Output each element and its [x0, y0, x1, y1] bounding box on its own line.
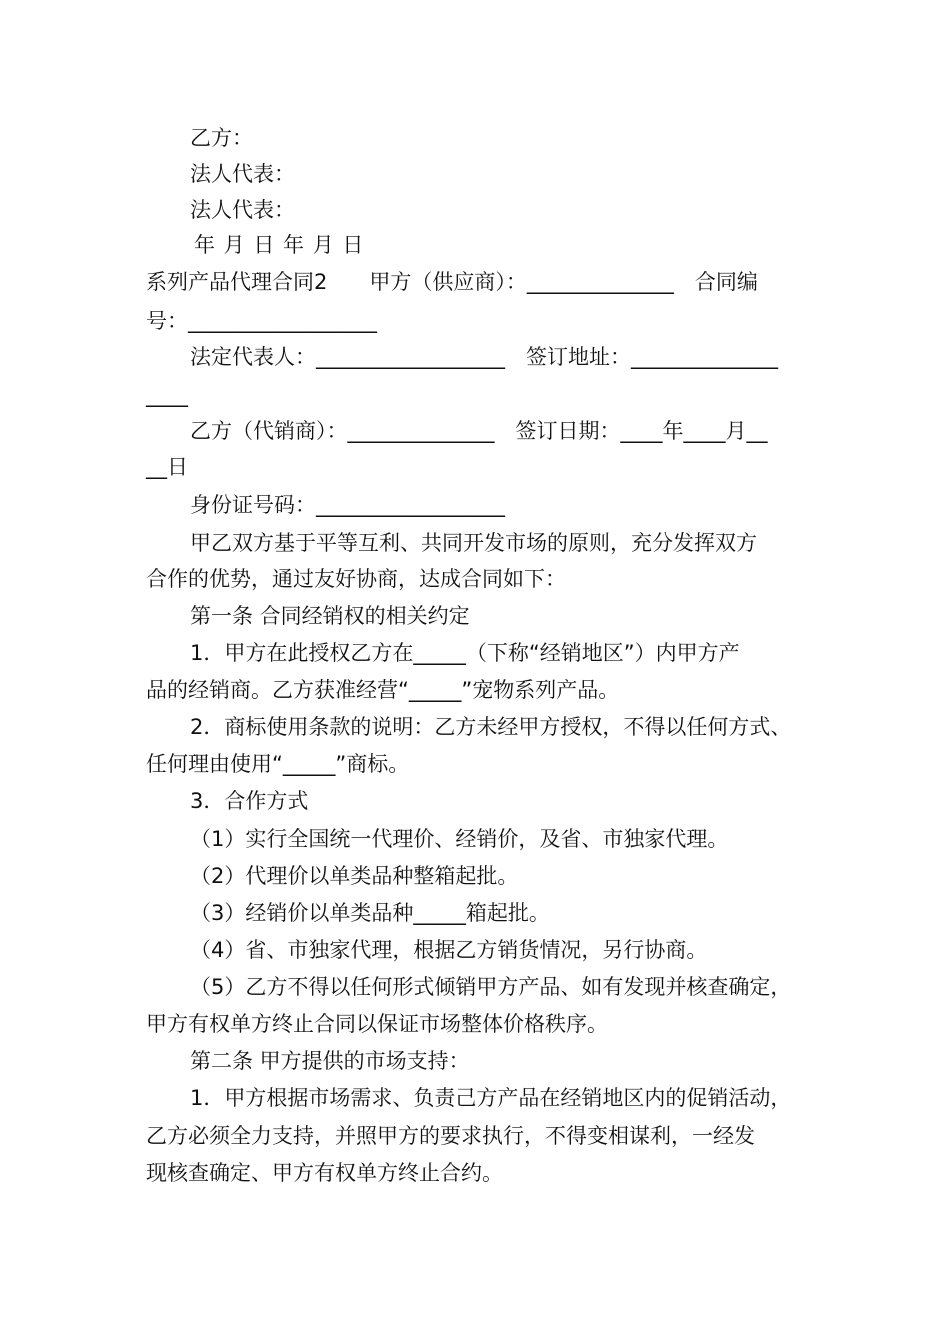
date-line: 年 月 日 年 月 日: [194, 233, 365, 257]
legal-rep-line-1: 法人代表：: [190, 162, 295, 186]
address-continuation: ____: [146, 383, 188, 407]
clause-1-2-line-2: 任何理由使用“_____”商标。: [146, 752, 410, 776]
clause-1-3-item-2: （2）代理价以单类品种整箱起批。: [190, 864, 519, 888]
article-2-heading: 第二条 甲方提供的市场支持：: [190, 1049, 470, 1073]
clause-1-3-item-4: （4）省、市独家代理，根据乙方销货情况，另行协商。: [190, 938, 708, 962]
paragraph-preamble-1: 甲乙双方基于平等互利、共同开发市场的原则，充分发挥双方: [190, 531, 757, 555]
clause-1-2-line-1: 2．商标使用条款的说明：乙方未经甲方授权，不得以任何方式、: [190, 715, 792, 739]
article-1-heading: 第一条 合同经销权的相关约定: [190, 604, 470, 628]
clause-2-1-line-3: 现核查确定、甲方有权单方终止合约。: [146, 1161, 503, 1185]
id-number-line: 身份证号码：__________________: [190, 493, 505, 517]
clause-2-1-line-1: 1．甲方根据市场需求、负责己方产品在经销地区内的促销活动，: [190, 1086, 792, 1110]
clause-1-1-line-2: 品的经销商。乙方获准经营“_____”宠物系列产品。: [146, 678, 620, 702]
clause-1-3-heading: 3．合作方式: [190, 789, 309, 813]
legal-rep-line-2: 法人代表：: [190, 198, 295, 222]
paragraph-preamble-2: 合作的优势，通过友好协商，达成合同如下：: [146, 567, 566, 591]
clause-1-1-line-1: 1．甲方在此授权乙方在_____（下称“经销地区”）内甲方产: [190, 641, 740, 665]
party-b-line: 乙方：: [190, 126, 253, 150]
clause-1-3-item-3: （3）经销价以单类品种_____箱起批。: [190, 901, 550, 925]
contract-number-line: 号：__________________: [146, 309, 377, 333]
clause-1-3-item-5-line-2: 甲方有权单方终止合同以保证市场整体价格秩序。: [146, 1012, 608, 1036]
clause-2-1-line-2: 乙方必须全力支持，并照甲方的要求执行，不得变相谋利，一经发: [146, 1124, 755, 1148]
contract-title-line: 系列产品代理合同2 甲方（供应商）：______________ 合同编: [146, 270, 758, 294]
date-continuation: __日: [146, 455, 188, 479]
clause-1-3-item-5-line-1: （5）乙方不得以任何形式倾销甲方产品、如有发现并核查确定，: [190, 975, 792, 999]
clause-1-3-item-1: （1）实行全国统一代理价、经销价，及省、市独家代理。: [190, 827, 729, 851]
legal-representative-line: 法定代表人：__________________ 签订地址：______________: [190, 345, 778, 369]
distributor-line: 乙方（代销商）：______________ 签订日期：____年____月__: [190, 419, 768, 443]
